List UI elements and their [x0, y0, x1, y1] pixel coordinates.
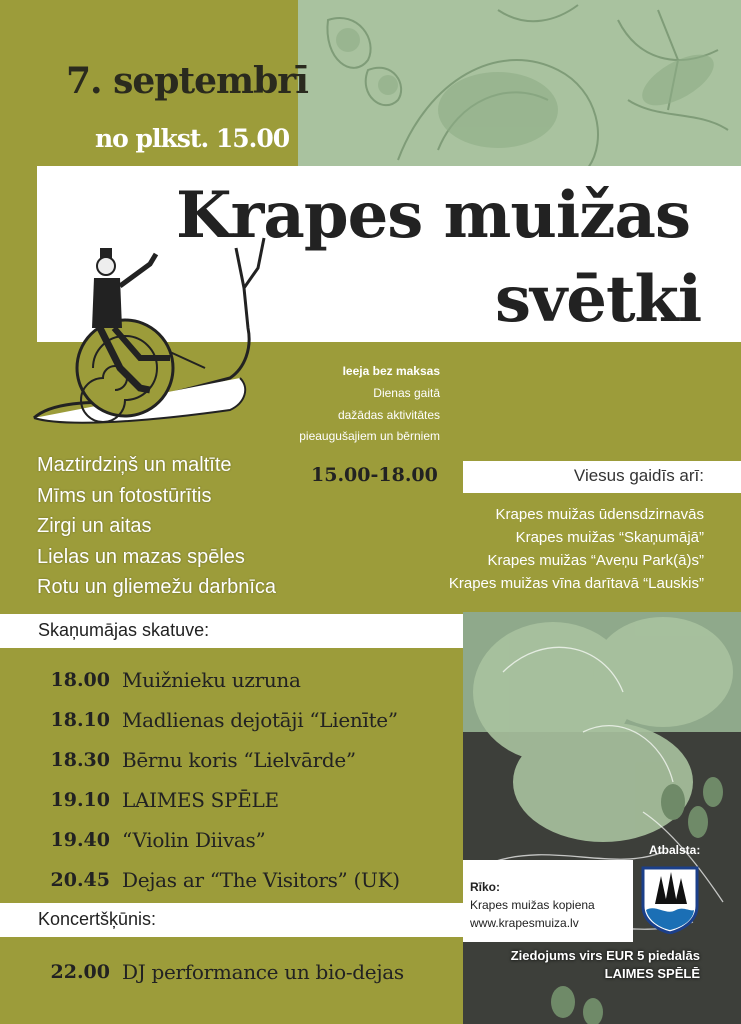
info-line: dažādas aktivitātes: [337, 408, 440, 422]
schedule-act: Muižnieku uzruna: [122, 668, 301, 692]
stage-title: Skaņumājas skatuve:: [38, 620, 210, 640]
schedule-act: DJ performance un bio-dejas: [122, 960, 404, 984]
organizer-name: Krapes muižas kopiena: [470, 898, 595, 912]
list-item: Krapes muižas vīna darītavā “Lauskis”: [448, 575, 704, 592]
schedule-row: [0, 860, 463, 900]
schedule-act: LAIMES SPĒLE: [122, 788, 279, 812]
schedule-time: 19.40: [50, 829, 110, 851]
botanical-illustration: [298, 0, 741, 168]
schedule-time: 19.10: [50, 789, 110, 811]
event-start-time: no plkst. 15.00: [95, 124, 290, 153]
schedule-time: 18.00: [50, 669, 110, 691]
guests-header: Viesus gaidīs arī:: [573, 466, 704, 485]
event-title-line1: Krapes muižas: [176, 178, 690, 253]
event-title-line2: svētki: [495, 262, 702, 337]
list-item: Krapes muižas “Aveņu Park(ā)s”: [487, 552, 704, 569]
support-label: Atbalsta:: [649, 843, 701, 857]
schedule-act: Madlienas dejotāji “Lienīte”: [122, 708, 398, 732]
list-item: Mīms un fotostūrītis: [37, 484, 212, 507]
activities-list: [37, 450, 276, 603]
snail-rider-illustration: [30, 228, 270, 433]
guests-list: [449, 503, 704, 595]
concert-schedule: [0, 952, 463, 992]
list-item: Rotu un gliemežu darbnīca: [37, 576, 277, 598]
organizer-label: Rīko:: [470, 880, 500, 894]
municipality-crest-logo: [641, 866, 699, 934]
schedule-row: [0, 952, 463, 992]
concert-title: Koncertšķūnis:: [38, 909, 157, 929]
schedule-time: 20.45: [50, 869, 110, 891]
donation-note: Ziedojums virs EUR 5 piedalās: [510, 948, 700, 963]
schedule-row: [0, 780, 463, 820]
schedule-time: 18.30: [50, 749, 110, 771]
stage-schedule: [0, 660, 463, 900]
schedule-row: [0, 820, 463, 860]
list-item: Zirgi un aitas: [37, 515, 152, 537]
schedule-act: “Violin Diivas”: [122, 828, 266, 852]
schedule-time: 22.00: [50, 961, 110, 983]
event-date: 7. septembrī: [66, 60, 308, 102]
info-line: Dienas gaitā: [373, 386, 440, 400]
list-item: Krapes muižas “Skaņumājā”: [515, 529, 704, 546]
schedule-row: [0, 740, 463, 780]
organizer-website-link[interactable]: www.krapesmuiza.lv: [470, 916, 579, 930]
schedule-act: Dejas ar “The Visitors” (UK): [122, 868, 400, 892]
schedule-row: [0, 660, 463, 700]
schedule-row: [0, 700, 463, 740]
schedule-act: Bērnu koris “Lielvārde”: [122, 748, 356, 772]
day-activities-time: 15.00-18.00: [311, 464, 438, 486]
list-item: Maztirdziņš un maltīte: [37, 454, 232, 476]
donation-note: LAIMES SPĒLĒ: [604, 966, 700, 981]
free-entry-text: Ieeja bez maksas: [342, 364, 440, 378]
info-line: pieaugušajiem un bērniem: [299, 429, 440, 443]
list-item: Krapes muižas ūdensdzirnavās: [495, 506, 704, 523]
schedule-time: 18.10: [50, 709, 110, 731]
list-item: Lielas un mazas spēles: [37, 545, 245, 568]
